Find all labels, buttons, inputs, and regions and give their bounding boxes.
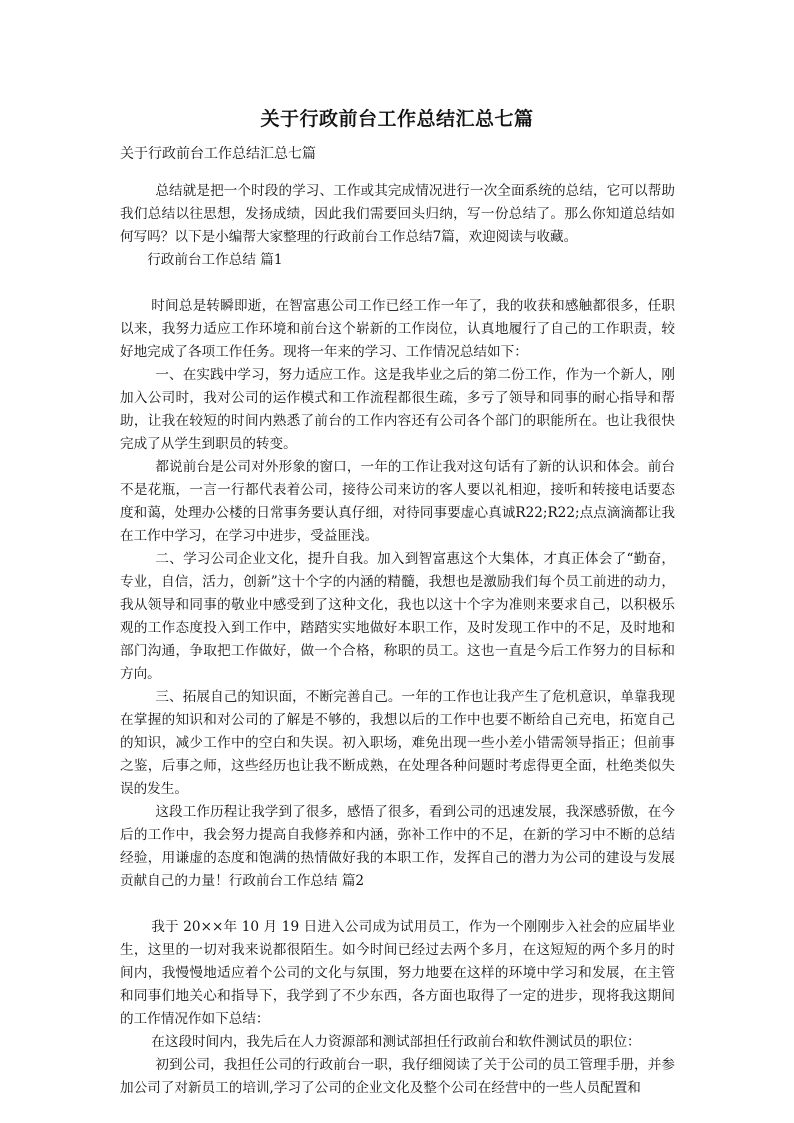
document-title: 关于行政前台工作总结汇总七篇	[260, 108, 534, 130]
paragraph: 初到公司，我担任公司的行政前台一职，我仔细阅读了关于公司的员工管理手册，并参加公司了对新员工的培训,学习了公司的企业文化及整个公司在经营中的一些人员配置和	[120, 1057, 675, 1096]
paragraph: 三、拓展自己的知识面，不断完善自己。一年的工作也让我产生了危机意识，单靠我现在掌握的知识和对公司的了解是不够的，我想以后的工作中也要不断给自己充电，拓宽自己的知识，减少工作中的空白和失误。初入职场，难免出现一些小差小错需领导指正；但前事之鉴，后事之师，这些经历也让我不断成熟，在处理各种问题时考虑得更全面，杜绝类似失误的发生。	[120, 689, 675, 797]
spacer	[120, 893, 675, 916]
paragraph: 在这段时间内，我先后在人力资源部和测试部担任行政前台和软件测试员的职位：	[151, 1034, 641, 1050]
spacer	[120, 272, 675, 295]
intro-paragraph: 总结就是把一个时段的学习、工作或其完成情况进行一次全面系统的总结，它可以帮助我们总结以往思想，发扬成绩，因此我们需要回头归纳，写一份总结了。那么你知道总结如何写吗？以下是小编帮大家整理的行政前台工作总结7篇，欢迎阅读与收藏。	[120, 183, 675, 245]
paragraph: 二、学习公司企业文化，提升自我。加入到智富惠这个大集体，才真正体会了“勤奋，专业，自信，活力，创新”这十个字的内涵的精髓，我想也是激励我们每个员工前进的动力，我从领导和同事的敬业中感受到了这种文化，我也以这十个字为准则来要求自己，以积极乐观的工作态度投入到工作中，踏踏实实地做好本职工作，及时发现工作中的不足，及时地和部门沟通，争取把工作做好，做一个合格，称职的员工。这也一直是今后工作努力的目标和方向。	[120, 551, 675, 682]
paragraph: 这段工作历程让我学到了很多，感悟了很多，看到公司的迅速发展，我深感骄傲，在今后的工作中，我会努力提高自我修养和内涵，弥补工作中的不足，在新的学习中不断的总结经验，用谦虚的态度和饱满的热情做好我的本职工作，发挥自己的潜力为公司的建设与发展贡献自己的力量！行政前台工作总结 篇2	[120, 804, 675, 889]
document-body	[120, 180, 675, 1100]
paragraph: 一、在实践中学习，努力适应工作。这是我毕业之后的第二份工作，作为一个新人，刚加入公司时，我对公司的运作模式和工作流程都很生疏，多亏了领导和同事的耐心指导和帮助，让我在较短的时间内熟悉了前台的工作内容还有公司各个部门的职能所在。也让我很快完成了从学生到职员的转变。	[120, 367, 675, 452]
paragraph: 都说前台是公司对外形象的窗口，一年的工作让我对这句话有了新的认识和体会。前台不是花瓶，一言一行都代表着公司，接待公司来访的客人要以礼相迎，接听和转接电话要态度和蔼，处理办公楼的日常事务要认真仔细，对待同事要虚心真诚R22;R22;点点滴滴都让我在工作中学习，在学习中进步，受益匪浅。	[120, 459, 675, 544]
paragraph: 我于 20××年 10 月 19 日进入公司成为试用员工，作为一个刚刚步入社会的应届毕业生，这里的一切对我来说都很陌生。如今时间已经过去两个多月，在这短短的两个多月的时间内，我慢慢地适应着个公司的文化与氛围，努力地要在这样的环境中学习和发展，在主管和同事们地关心和指导下，我学到了不少东西，各方面也取得了一定的进步，现将我这期间的工作情况作如下总结：	[120, 919, 675, 1027]
document-subtitle: 关于行政前台工作总结汇总七篇	[120, 146, 316, 162]
paragraph: 时间总是转瞬即逝，在智富惠公司工作已经工作一年了，我的收获和感触都很多，任职以来，我努力适应工作环境和前台这个崭新的工作岗位，认真地履行了自己的工作职责，较好地完成了各项工作任务。现将一年来的学习、工作情况总结如下：	[120, 298, 675, 360]
section-heading-1: 行政前台工作总结 篇1	[147, 252, 283, 268]
